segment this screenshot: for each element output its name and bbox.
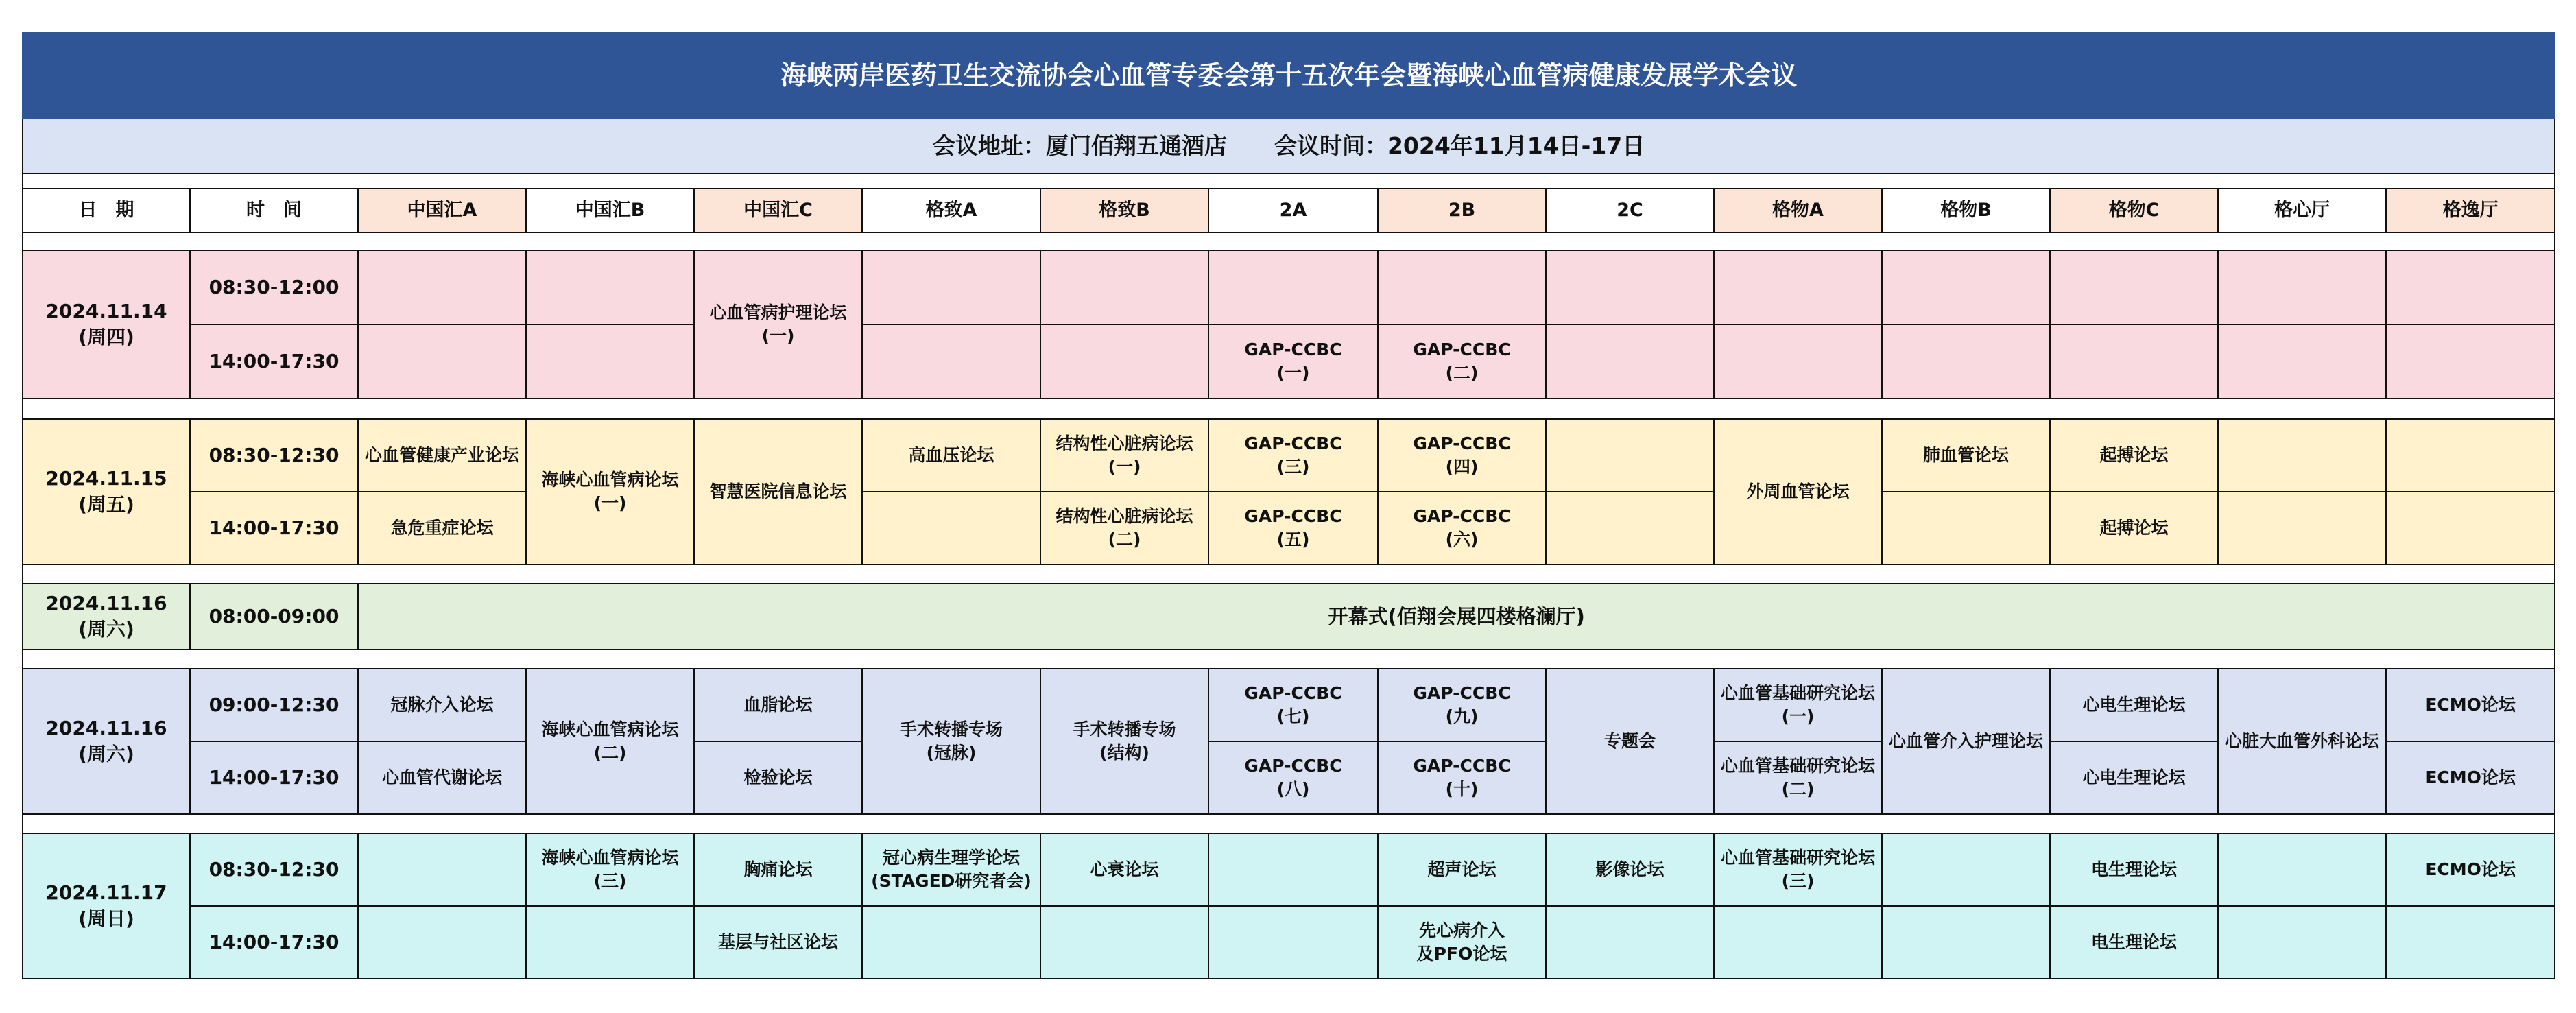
empty-cell [1882,906,2050,979]
empty-cell [526,906,694,979]
session-cell: 电生理论坛 [2050,833,2218,906]
header-room: 2C [1546,189,1714,233]
empty-cell [1040,324,1208,398]
time-label: 会议时间： [1274,132,1387,159]
empty-cell [526,250,694,324]
session-cell: 海峡心血管病论坛 (一) [526,419,694,564]
venue-label: 会议地址： [932,132,1046,159]
empty-cell [1546,250,1714,324]
session-cell: 肺血管论坛 [1882,419,2050,492]
empty-cell [526,324,694,398]
empty-cell [2218,906,2386,979]
session-cell: 起搏论坛 [2050,419,2218,492]
empty-cell [358,833,526,906]
session-cell: 心血管介入护理论坛 [1882,669,2050,814]
session-cell: GAP-CCBC (一) [1208,324,1378,398]
session-cell: 血脂论坛 [694,669,862,741]
empty-cell [1882,324,2050,398]
day3-time-am: 09:00-12:30 [190,669,358,741]
empty-cell [1546,419,1714,492]
header-room: 中国汇C [694,189,862,233]
empty-cell [2218,833,2386,906]
session-cell: 手术转播专场 (结构) [1040,669,1208,814]
opening-ceremony: 开幕式(佰翔会展四楼格澜厅) [358,584,2555,649]
session-cell: 心电生理论坛 [2050,741,2218,814]
session-cell: 急危重症论坛 [358,492,526,564]
day3-time-pm: 14:00-17:30 [190,741,358,814]
conference-schedule-table [22,32,2555,979]
session-cell: GAP-CCBC (六) [1378,492,1546,564]
empty-cell [2050,250,2218,324]
session-cell: 手术转播专场 (冠脉) [862,669,1040,814]
day3-date: 2024.11.16 (周六) [23,669,190,814]
empty-cell [2218,492,2386,564]
session-cell: ECMO论坛 [2386,741,2555,814]
empty-cell [358,906,526,979]
empty-cell [2218,250,2386,324]
session-cell: 先心病介入 及PFO论坛 [1378,906,1546,979]
header-room: 格逸厅 [2386,189,2555,233]
day1-time-pm: 14:00-17:30 [190,324,358,398]
header-room: 格物C [2050,189,2218,233]
session-cell: 超声论坛 [1378,833,1546,906]
empty-cell [1546,906,1714,979]
header-room: 2B [1378,189,1546,233]
day1-date: 2024.11.14 (周四) [23,250,190,398]
empty-cell [862,250,1040,324]
session-cell: 心血管基础研究论坛 (二) [1714,741,1882,814]
empty-cell [1882,492,2050,564]
session-cell: GAP-CCBC (二) [1378,324,1546,398]
empty-cell [2386,419,2555,492]
day2-time-pm: 14:00-17:30 [190,492,358,564]
session-cell: 心血管基础研究论坛 (三) [1714,833,1882,906]
empty-cell [1040,250,1208,324]
session-cell: GAP-CCBC (四) [1378,419,1546,492]
session-cell: 心电生理论坛 [2050,669,2218,741]
day2-time-am: 08:30-12:30 [190,419,358,492]
header-room: 中国汇A [358,189,526,233]
session-cell: GAP-CCBC (十) [1378,741,1546,814]
empty-cell [1208,250,1378,324]
empty-cell [1714,906,1882,979]
session-cell: 冠脉介入论坛 [358,669,526,741]
session-cell: GAP-CCBC (七) [1208,669,1378,741]
session-cell: 心血管病护理论坛 (一) [694,250,862,398]
venue-value: 厦门佰翔五通酒店 [1045,132,1227,159]
empty-cell [2218,419,2386,492]
session-cell: 智慧医院信息论坛 [694,419,862,564]
session-cell: 基层与社区论坛 [694,906,862,979]
header-room: 格心厅 [2218,189,2386,233]
session-cell: 冠心病生理学论坛 (STAGED研究者会) [862,833,1040,906]
empty-cell [2218,324,2386,398]
session-cell: 结构性心脏病论坛 (二) [1040,492,1208,564]
empty-cell [1040,906,1208,979]
header-date: 日 期 [23,189,190,233]
empty-cell [1714,250,1882,324]
header-room: 格物A [1714,189,1882,233]
session-cell: ECMO论坛 [2386,669,2555,741]
empty-cell [1378,250,1546,324]
day1-time-am: 08:30-12:00 [190,250,358,324]
empty-cell [2386,906,2555,979]
session-cell: 心衰论坛 [1040,833,1208,906]
empty-cell [862,324,1040,398]
empty-cell [1714,324,1882,398]
empty-cell [358,250,526,324]
day4-date: 2024.11.17 (周日) [23,833,190,979]
session-cell: 心血管健康产业论坛 [358,419,526,492]
header-room: 格致B [1040,189,1208,233]
session-cell: 结构性心脏病论坛 (一) [1040,419,1208,492]
time-value: 2024年11月14日-17日 [1387,132,1645,159]
session-cell: 海峡心血管病论坛 (二) [526,669,694,814]
page-title: 海峡两岸医药卫生交流协会心血管专委会第十五次年会暨海峡心血管病健康发展学术会议 [23,32,2555,119]
session-cell: 高血压论坛 [862,419,1040,492]
empty-cell [1208,833,1378,906]
session-cell: 电生理论坛 [2050,906,2218,979]
empty-cell [358,324,526,398]
session-cell: 检验论坛 [694,741,862,814]
session-cell: GAP-CCBC (九) [1378,669,1546,741]
header-room: 中国汇B [526,189,694,233]
session-cell: 专题会 [1546,669,1714,814]
header-room: 格物B [1882,189,2050,233]
day4-time-am: 08:30-12:30 [190,833,358,906]
empty-cell [2386,250,2555,324]
session-cell: 外周血管论坛 [1714,419,1882,564]
session-cell: 海峡心血管病论坛 (三) [526,833,694,906]
session-cell: ECMO论坛 [2386,833,2555,906]
session-cell: 心脏大血管外科论坛 [2218,669,2386,814]
empty-cell [2050,324,2218,398]
meeting-info [23,119,2555,174]
session-cell: 影像论坛 [1546,833,1714,906]
session-cell: 起搏论坛 [2050,492,2218,564]
header-time: 时 间 [190,189,358,233]
empty-cell [862,906,1040,979]
empty-cell [1208,906,1378,979]
session-cell: 心血管基础研究论坛 (一) [1714,669,1882,741]
header-room: 2A [1208,189,1378,233]
empty-cell [1882,833,2050,906]
day2-date: 2024.11.15 (周五) [23,419,190,564]
empty-cell [2386,324,2555,398]
header-room: 格致A [862,189,1040,233]
session-cell: GAP-CCBC (八) [1208,741,1378,814]
empty-cell [1546,492,1714,564]
empty-cell [1546,324,1714,398]
session-cell: GAP-CCBC (五) [1208,492,1378,564]
opening-date: 2024.11.16 (周六) [23,584,190,649]
empty-cell [1882,250,2050,324]
empty-cell [2386,492,2555,564]
opening-time: 08:00-09:00 [190,584,358,649]
session-cell: 胸痛论坛 [694,833,862,906]
session-cell: 心血管代谢论坛 [358,741,526,814]
session-cell: GAP-CCBC (三) [1208,419,1378,492]
empty-cell [862,492,1040,564]
day4-time-pm: 14:00-17:30 [190,906,358,979]
